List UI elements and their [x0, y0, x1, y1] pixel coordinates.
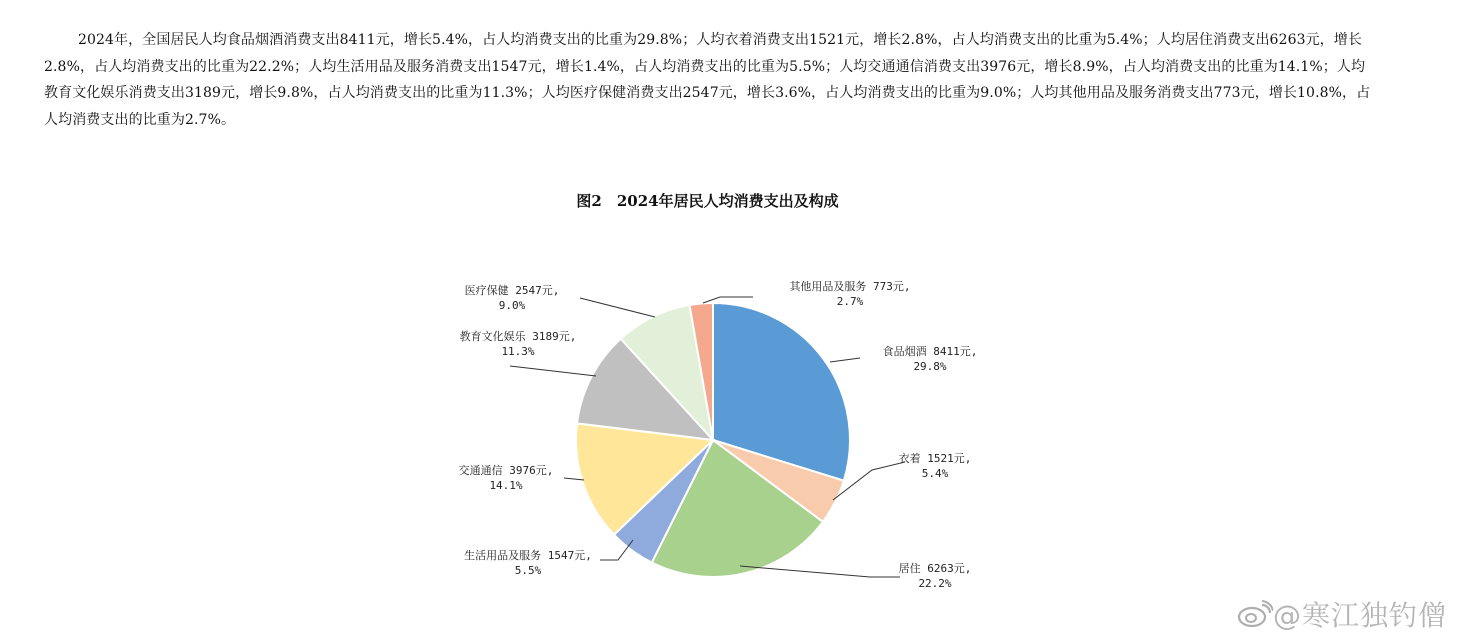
slice-label-3: 居住 6263元,: [898, 562, 972, 575]
slice-label-4: 生活用品及服务 1547元,: [464, 549, 592, 562]
weibo-logo-icon: [1237, 599, 1273, 629]
slice-label-6: 教育文化娱乐 3189元,: [459, 330, 577, 343]
slice-percent-2: 5.4%: [921, 467, 949, 480]
leader-line-6: [510, 366, 596, 376]
slice-label-7: 医疗保健 2547元,: [464, 284, 560, 297]
summary-paragraph: 2024年，全国居民人均食品烟酒消费支出8411元，增长5.4%，占人均消费支出的比重为29.8%；人均衣着消费支出1521元，增长2.8%，占人均消费支出的比重为5.4%；人均居住消费支出6263元，增长2.8%，占人均消费支出的比重为22.2%；人均生活用品及服务消费支出1547元，增长1.4%，占人均消费支出的比重为5.5%；人均交通通信消费支出3976元，增长8.9%，占人均消费支出的比重为14.1%；人均教育文化娱乐消费支出3189元，增长9.8%，占人均消费支出的比重为11.3%；人均医疗保健消费支出2547元，增长3.6%，占人均消费支出的比重为9.0%；人均其他用品及服务消费支出773元，增长10.8%，占人均消费支出的比重为2.7%。: [44, 32, 1371, 128]
slice-label-2: 衣着 1521元,: [898, 452, 972, 465]
slice-percent-7: 9.0%: [498, 299, 526, 312]
slice-percent-1: 29.8%: [913, 360, 947, 373]
leader-line-1: [830, 358, 860, 362]
slice-label-1: 食品烟酒 8411元,: [882, 345, 978, 358]
watermark: [1237, 594, 1447, 634]
slice-percent-8: 2.7%: [836, 295, 864, 308]
slice-percent-5: 14.1%: [489, 479, 523, 492]
slice-percent-6: 11.3%: [501, 345, 535, 358]
slice-percent-4: 5.5%: [514, 564, 542, 577]
slice-label-8: 其他用品及服务 773元,: [789, 280, 911, 293]
slice-label-5: 交通通信 3976元,: [458, 464, 554, 477]
leader-line-3: [740, 566, 900, 577]
slice-percent-3: 22.2%: [918, 577, 952, 590]
leader-line-7: [580, 298, 655, 317]
watermark-text: @寒江独钓僧: [1272, 599, 1447, 632]
figure-title: 图2 2024年居民人均消费支出及构成: [576, 192, 839, 210]
